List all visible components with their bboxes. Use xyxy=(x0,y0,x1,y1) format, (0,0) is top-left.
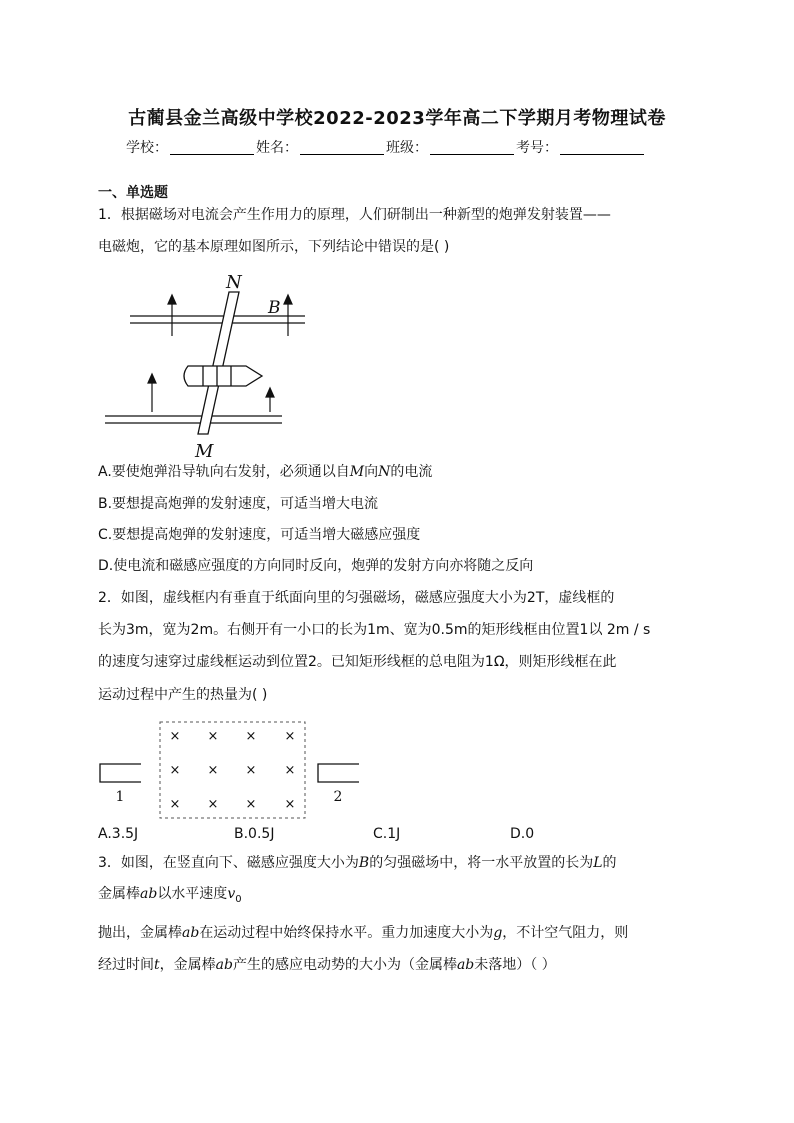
q1-option-c: C.要想提高炮弹的发射速度，可适当增大磁感应强度 xyxy=(98,527,421,543)
exam-number-label: 考号： xyxy=(516,140,558,156)
field-arrow-head xyxy=(168,295,176,304)
conducting-bar xyxy=(198,292,239,434)
class-blank xyxy=(430,140,514,155)
q1-option-a: A.要使炮弹沿导轨向右发射，必须通以自M向N的电流 xyxy=(98,464,433,480)
student-info-row xyxy=(126,137,646,157)
loop-position-1 xyxy=(100,764,141,782)
class-label: 班级： xyxy=(386,140,428,156)
q2-stem-line3: 的速度匀速穿过虚线框运动到位置2。已知矩形线框的总电阻为1Ω，则矩形线框在此 xyxy=(98,654,617,670)
q2-stem-line2: 长为3m，宽为2m。右侧开有一小口的长为1m、宽为0.5m的矩形线框由位置1以 2m / s xyxy=(98,622,651,638)
q3-stem-line3: 抛出，金属棒ab在运动过程中始终保持水平。重力加速度大小为g，不计空气阻力，则 xyxy=(98,925,629,941)
q1-option-b: B.要想提高炮弹的发射速度，可适当增大电流 xyxy=(98,496,379,512)
exam-title: 古蔺县金兰高级中学校2022-2023学年高二下学期月考物理试卷 xyxy=(128,108,666,129)
label-b: B xyxy=(268,298,281,318)
field-arrow-head xyxy=(266,388,274,397)
school-blank xyxy=(170,140,254,155)
field-cross: × xyxy=(207,797,219,812)
position-2-label: 2 xyxy=(333,789,343,805)
q3-stem-line1: 3．如图，在竖直向下、磁感应强度大小为B的匀强磁场中，将一水平放置的长为L的 xyxy=(98,855,617,871)
loop-position-2 xyxy=(318,764,359,782)
field-cross: × xyxy=(245,763,257,778)
q2-stem-line1: 2．如图，虚线框内有垂直于纸面向里的匀强磁场，磁感应强度大小为2T，虚线框的 xyxy=(98,590,615,606)
q2-option-c: C.1J xyxy=(373,826,401,842)
magnetic-field-figure xyxy=(95,718,370,823)
q2-stem-line4: 运动过程中产生的热量为( ) xyxy=(98,687,268,703)
section-heading: 一、单选题 xyxy=(98,185,168,201)
field-cross: × xyxy=(207,763,219,778)
exam-number-blank xyxy=(560,140,644,155)
name-label: 姓名： xyxy=(256,140,298,156)
field-cross: × xyxy=(169,763,181,778)
field-cross: × xyxy=(284,763,296,778)
projectile xyxy=(184,366,262,386)
field-arrow-head xyxy=(148,374,156,383)
q1-option-d: D.使电流和磁感应强度的方向同时反向，炮弹的发射方向亦将随之反向 xyxy=(98,558,534,574)
q2-option-a: A.3.5J xyxy=(98,826,139,842)
field-region-dashed-box xyxy=(160,722,305,818)
field-cross: × xyxy=(169,729,181,744)
q3-stem-line2: 金属棒ab以水平速度$v_0$ xyxy=(98,886,242,905)
school-label: 学校： xyxy=(126,140,168,156)
field-cross: × xyxy=(284,797,296,812)
q3-stem-line4: 经过时间t，金属棒ab产生的感应电动势的大小为（金属棒ab未落地）（ ） xyxy=(98,957,556,973)
position-1-label: 1 xyxy=(115,789,125,805)
field-cross: × xyxy=(245,797,257,812)
label-n: N xyxy=(226,272,242,293)
field-cross: × xyxy=(245,729,257,744)
field-arrow-head xyxy=(284,295,292,304)
q2-option-d: D.0 xyxy=(510,826,535,842)
label-m: M xyxy=(195,441,214,462)
field-cross: × xyxy=(284,729,296,744)
field-cross: × xyxy=(207,729,219,744)
q1-stem-line1: 1．根据磁场对电流会产生作用力的原理，人们研制出一种新型的炮弹发射装置—— xyxy=(98,207,611,223)
name-blank xyxy=(300,140,384,155)
q2-option-b: B.0.5J xyxy=(234,826,275,842)
field-cross: × xyxy=(169,797,181,812)
railgun-figure xyxy=(100,268,315,463)
q1-stem-line2: 电磁炮，它的基本原理如图所示，下列结论中错误的是( ) xyxy=(98,239,450,255)
